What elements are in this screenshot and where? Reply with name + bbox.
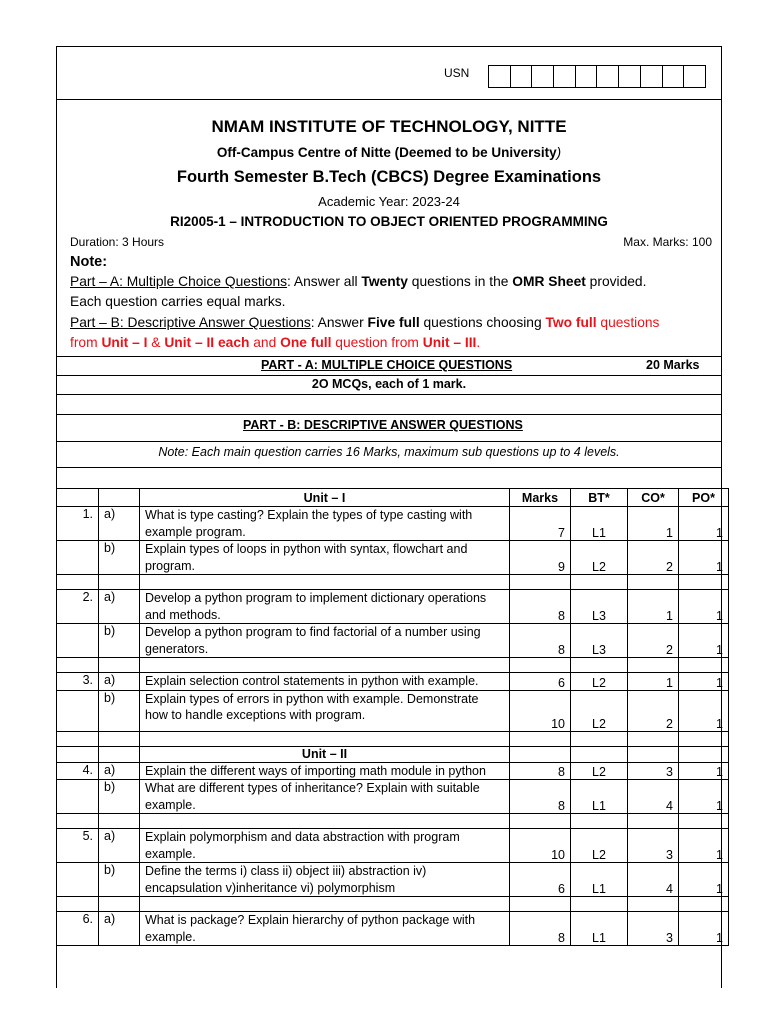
question-co: 1 xyxy=(628,590,679,624)
question-number xyxy=(57,863,99,897)
academic-year: Academic Year: 2023-24 xyxy=(318,194,460,209)
question-po: 1 xyxy=(679,829,729,863)
question-marks: 10 xyxy=(510,829,571,863)
question-text: Explain the different ways of importing math module in python xyxy=(140,762,510,780)
question-marks: 8 xyxy=(510,590,571,624)
question-number: 6. xyxy=(57,912,99,946)
sub-question: a) xyxy=(99,673,140,691)
question-table xyxy=(56,488,729,946)
unit2-title: Unit – II xyxy=(140,746,510,762)
table-row xyxy=(57,624,729,658)
question-text: Explain types of loops in python with syntax, flowchart and program. xyxy=(140,541,510,575)
institute-name: NMAM INSTITUTE OF TECHNOLOGY, NITTE xyxy=(211,117,567,136)
spacer-row xyxy=(57,731,729,746)
table-row xyxy=(57,780,729,814)
question-co: 3 xyxy=(628,762,679,780)
part-a-marks: 20 Marks xyxy=(646,358,700,372)
question-po: 1 xyxy=(679,690,729,731)
note-text: question from xyxy=(331,335,423,350)
question-bt: L2 xyxy=(571,690,628,731)
spacer-row xyxy=(57,575,729,590)
duration: Duration: 3 Hours xyxy=(70,235,165,249)
sub-question: a) xyxy=(99,912,140,946)
header-cell xyxy=(57,489,99,507)
question-bt: L1 xyxy=(571,507,628,541)
usn-box[interactable] xyxy=(662,65,685,88)
question-text: Develop a python program to find factorial of a number using generators. xyxy=(140,624,510,658)
sub-question: a) xyxy=(99,507,140,541)
question-marks: 6 xyxy=(510,863,571,897)
part-b-title: PART - B: DESCRIPTIVE ANSWER QUESTIONS xyxy=(243,418,523,432)
table-row xyxy=(57,541,729,575)
question-po: 1 xyxy=(679,762,729,780)
spacer-row xyxy=(57,658,729,673)
campus-close: ) xyxy=(556,145,562,160)
header-marks: Marks xyxy=(510,489,571,507)
sub-question: b) xyxy=(99,541,140,575)
question-number: 5. xyxy=(57,829,99,863)
question-marks: 8 xyxy=(510,762,571,780)
usn-label: USN xyxy=(444,66,470,80)
question-co: 1 xyxy=(628,673,679,691)
header-co: CO* xyxy=(628,489,679,507)
question-po: 1 xyxy=(679,780,729,814)
question-bt: L2 xyxy=(571,762,628,780)
sub-question: a) xyxy=(99,829,140,863)
question-number: 4. xyxy=(57,762,99,780)
exam-title: Fourth Semester B.Tech (CBCS) Degree Examinations xyxy=(176,168,602,186)
question-number xyxy=(57,624,99,658)
question-co: 2 xyxy=(628,624,679,658)
note-text: questions choosing xyxy=(419,315,546,330)
note-part-b-line1 xyxy=(70,315,659,330)
divider xyxy=(56,467,722,468)
question-text: Explain polymorphism and data abstraction with program example. xyxy=(140,829,510,863)
note-unit3: Unit – III xyxy=(422,335,477,350)
sub-question: b) xyxy=(99,624,140,658)
question-bt: L1 xyxy=(571,912,628,946)
part-b-note: Note: Each main question carries 16 Marks, maximum sub questions up to 4 levels. xyxy=(158,445,620,459)
question-po: 1 xyxy=(679,507,729,541)
header-po: PO* xyxy=(679,489,729,507)
question-po: 1 xyxy=(679,863,729,897)
question-co: 2 xyxy=(628,690,679,731)
question-bt: L3 xyxy=(571,590,628,624)
note-twenty: Twenty xyxy=(361,274,408,289)
note-two-full: Two full xyxy=(545,315,597,330)
max-marks: Max. Marks: 100 xyxy=(623,235,712,249)
note-text: and xyxy=(249,335,281,350)
table-row xyxy=(57,912,729,946)
note-text: & xyxy=(147,335,165,350)
note-text: from xyxy=(70,335,102,350)
note-part-a-line1 xyxy=(70,274,646,289)
part-b-label: Part – B: Descriptive Answer Questions xyxy=(70,315,311,330)
table-row xyxy=(57,762,729,780)
note-text: questions xyxy=(596,315,660,330)
note-omr: OMR Sheet xyxy=(512,274,586,289)
question-text: Explain selection control statements in python with example. xyxy=(140,673,510,691)
table-row xyxy=(57,507,729,541)
usn-box[interactable] xyxy=(618,65,641,88)
note-part-a-line2: Each question carries equal marks. xyxy=(70,294,286,309)
table-row xyxy=(57,690,729,731)
note-unit2: Unit – II each xyxy=(164,335,250,350)
question-text: Explain types of errors in python with example. Demonstrate how to handle exceptions with program. xyxy=(140,690,510,731)
question-po: 1 xyxy=(679,912,729,946)
note-five-full: Five full xyxy=(367,315,420,330)
divider xyxy=(56,356,722,357)
sub-question: b) xyxy=(99,863,140,897)
question-marks: 8 xyxy=(510,912,571,946)
question-co: 3 xyxy=(628,912,679,946)
header-bt: BT* xyxy=(571,489,628,507)
course-title: RI2005-1 – INTRODUCTION TO OBJECT ORIENTED PROGRAMMING xyxy=(170,214,608,229)
usn-box[interactable] xyxy=(575,65,598,88)
usn-box[interactable] xyxy=(596,65,619,88)
question-bt: L3 xyxy=(571,624,628,658)
question-marks: 7 xyxy=(510,507,571,541)
sub-question: a) xyxy=(99,590,140,624)
note-heading: Note: xyxy=(70,254,108,270)
sub-question: b) xyxy=(99,780,140,814)
question-co: 4 xyxy=(628,863,679,897)
note-text: : Answer all xyxy=(287,274,362,289)
note-text: provided. xyxy=(585,274,647,289)
part-a-label: Part – A: Multiple Choice Questions xyxy=(70,274,288,289)
question-co: 1 xyxy=(628,507,679,541)
divider xyxy=(56,414,722,415)
part-a-title: PART - A: MULTIPLE CHOICE QUESTIONS xyxy=(261,358,513,372)
question-number xyxy=(57,690,99,731)
question-co: 3 xyxy=(628,829,679,863)
spacer-row xyxy=(57,814,729,829)
usn-box[interactable] xyxy=(488,65,511,88)
usn-box[interactable] xyxy=(531,65,554,88)
question-po: 1 xyxy=(679,590,729,624)
question-co: 4 xyxy=(628,780,679,814)
question-marks: 6 xyxy=(510,673,571,691)
question-co: 2 xyxy=(628,541,679,575)
usn-box[interactable] xyxy=(640,65,663,88)
question-number xyxy=(57,541,99,575)
question-marks: 9 xyxy=(510,541,571,575)
question-text: What is package? Explain hierarchy of python package with example. xyxy=(140,912,510,946)
question-number xyxy=(57,780,99,814)
note-one-full: One full xyxy=(280,335,332,350)
divider xyxy=(56,394,722,395)
question-number: 3. xyxy=(57,673,99,691)
question-bt: L1 xyxy=(571,863,628,897)
usn-box[interactable] xyxy=(510,65,533,88)
question-number: 2. xyxy=(57,590,99,624)
question-po: 1 xyxy=(679,673,729,691)
question-text: Define the terms i) class ii) object iii) abstraction iv) encapsulation v)inheritance vi) polymorphism xyxy=(140,863,510,897)
sub-question: b) xyxy=(99,690,140,731)
question-po: 1 xyxy=(679,541,729,575)
spacer-row xyxy=(57,897,729,912)
question-marks: 8 xyxy=(510,780,571,814)
question-po: 1 xyxy=(679,624,729,658)
sub-question: a) xyxy=(99,762,140,780)
table-row xyxy=(57,829,729,863)
question-text: What are different types of inheritance? Explain with suitable example. xyxy=(140,780,510,814)
note-unit1: Unit – I xyxy=(101,335,148,350)
header-cell xyxy=(99,489,140,507)
note-text: : Answer xyxy=(310,315,368,330)
note-part-b-line2 xyxy=(70,335,480,350)
question-bt: L2 xyxy=(571,829,628,863)
question-bt: L1 xyxy=(571,780,628,814)
part-a-note: 2O MCQs, each of 1 mark. xyxy=(311,377,467,391)
divider xyxy=(56,441,722,442)
usn-box[interactable] xyxy=(553,65,576,88)
question-bt: L2 xyxy=(571,673,628,691)
table-row xyxy=(57,673,729,691)
table-row xyxy=(57,590,729,624)
table-row xyxy=(57,863,729,897)
divider xyxy=(56,375,722,376)
usn-boxes xyxy=(488,65,705,88)
campus-text: Off-Campus Centre of Nitte (Deemed to be University xyxy=(216,145,557,160)
note-text: questions in the xyxy=(407,274,513,289)
header-unit1: Unit – I xyxy=(140,489,510,507)
note-text: . xyxy=(476,335,481,350)
question-marks: 10 xyxy=(510,690,571,731)
question-marks: 8 xyxy=(510,624,571,658)
unit2-header-row xyxy=(57,746,729,762)
question-text: What is type casting? Explain the types of type casting with example program. xyxy=(140,507,510,541)
usn-box[interactable] xyxy=(683,65,706,88)
question-text: Develop a python program to implement dictionary operations and methods. xyxy=(140,590,510,624)
campus-name xyxy=(56,145,722,160)
question-bt: L2 xyxy=(571,541,628,575)
question-number: 1. xyxy=(57,507,99,541)
table-header-row xyxy=(57,489,729,507)
